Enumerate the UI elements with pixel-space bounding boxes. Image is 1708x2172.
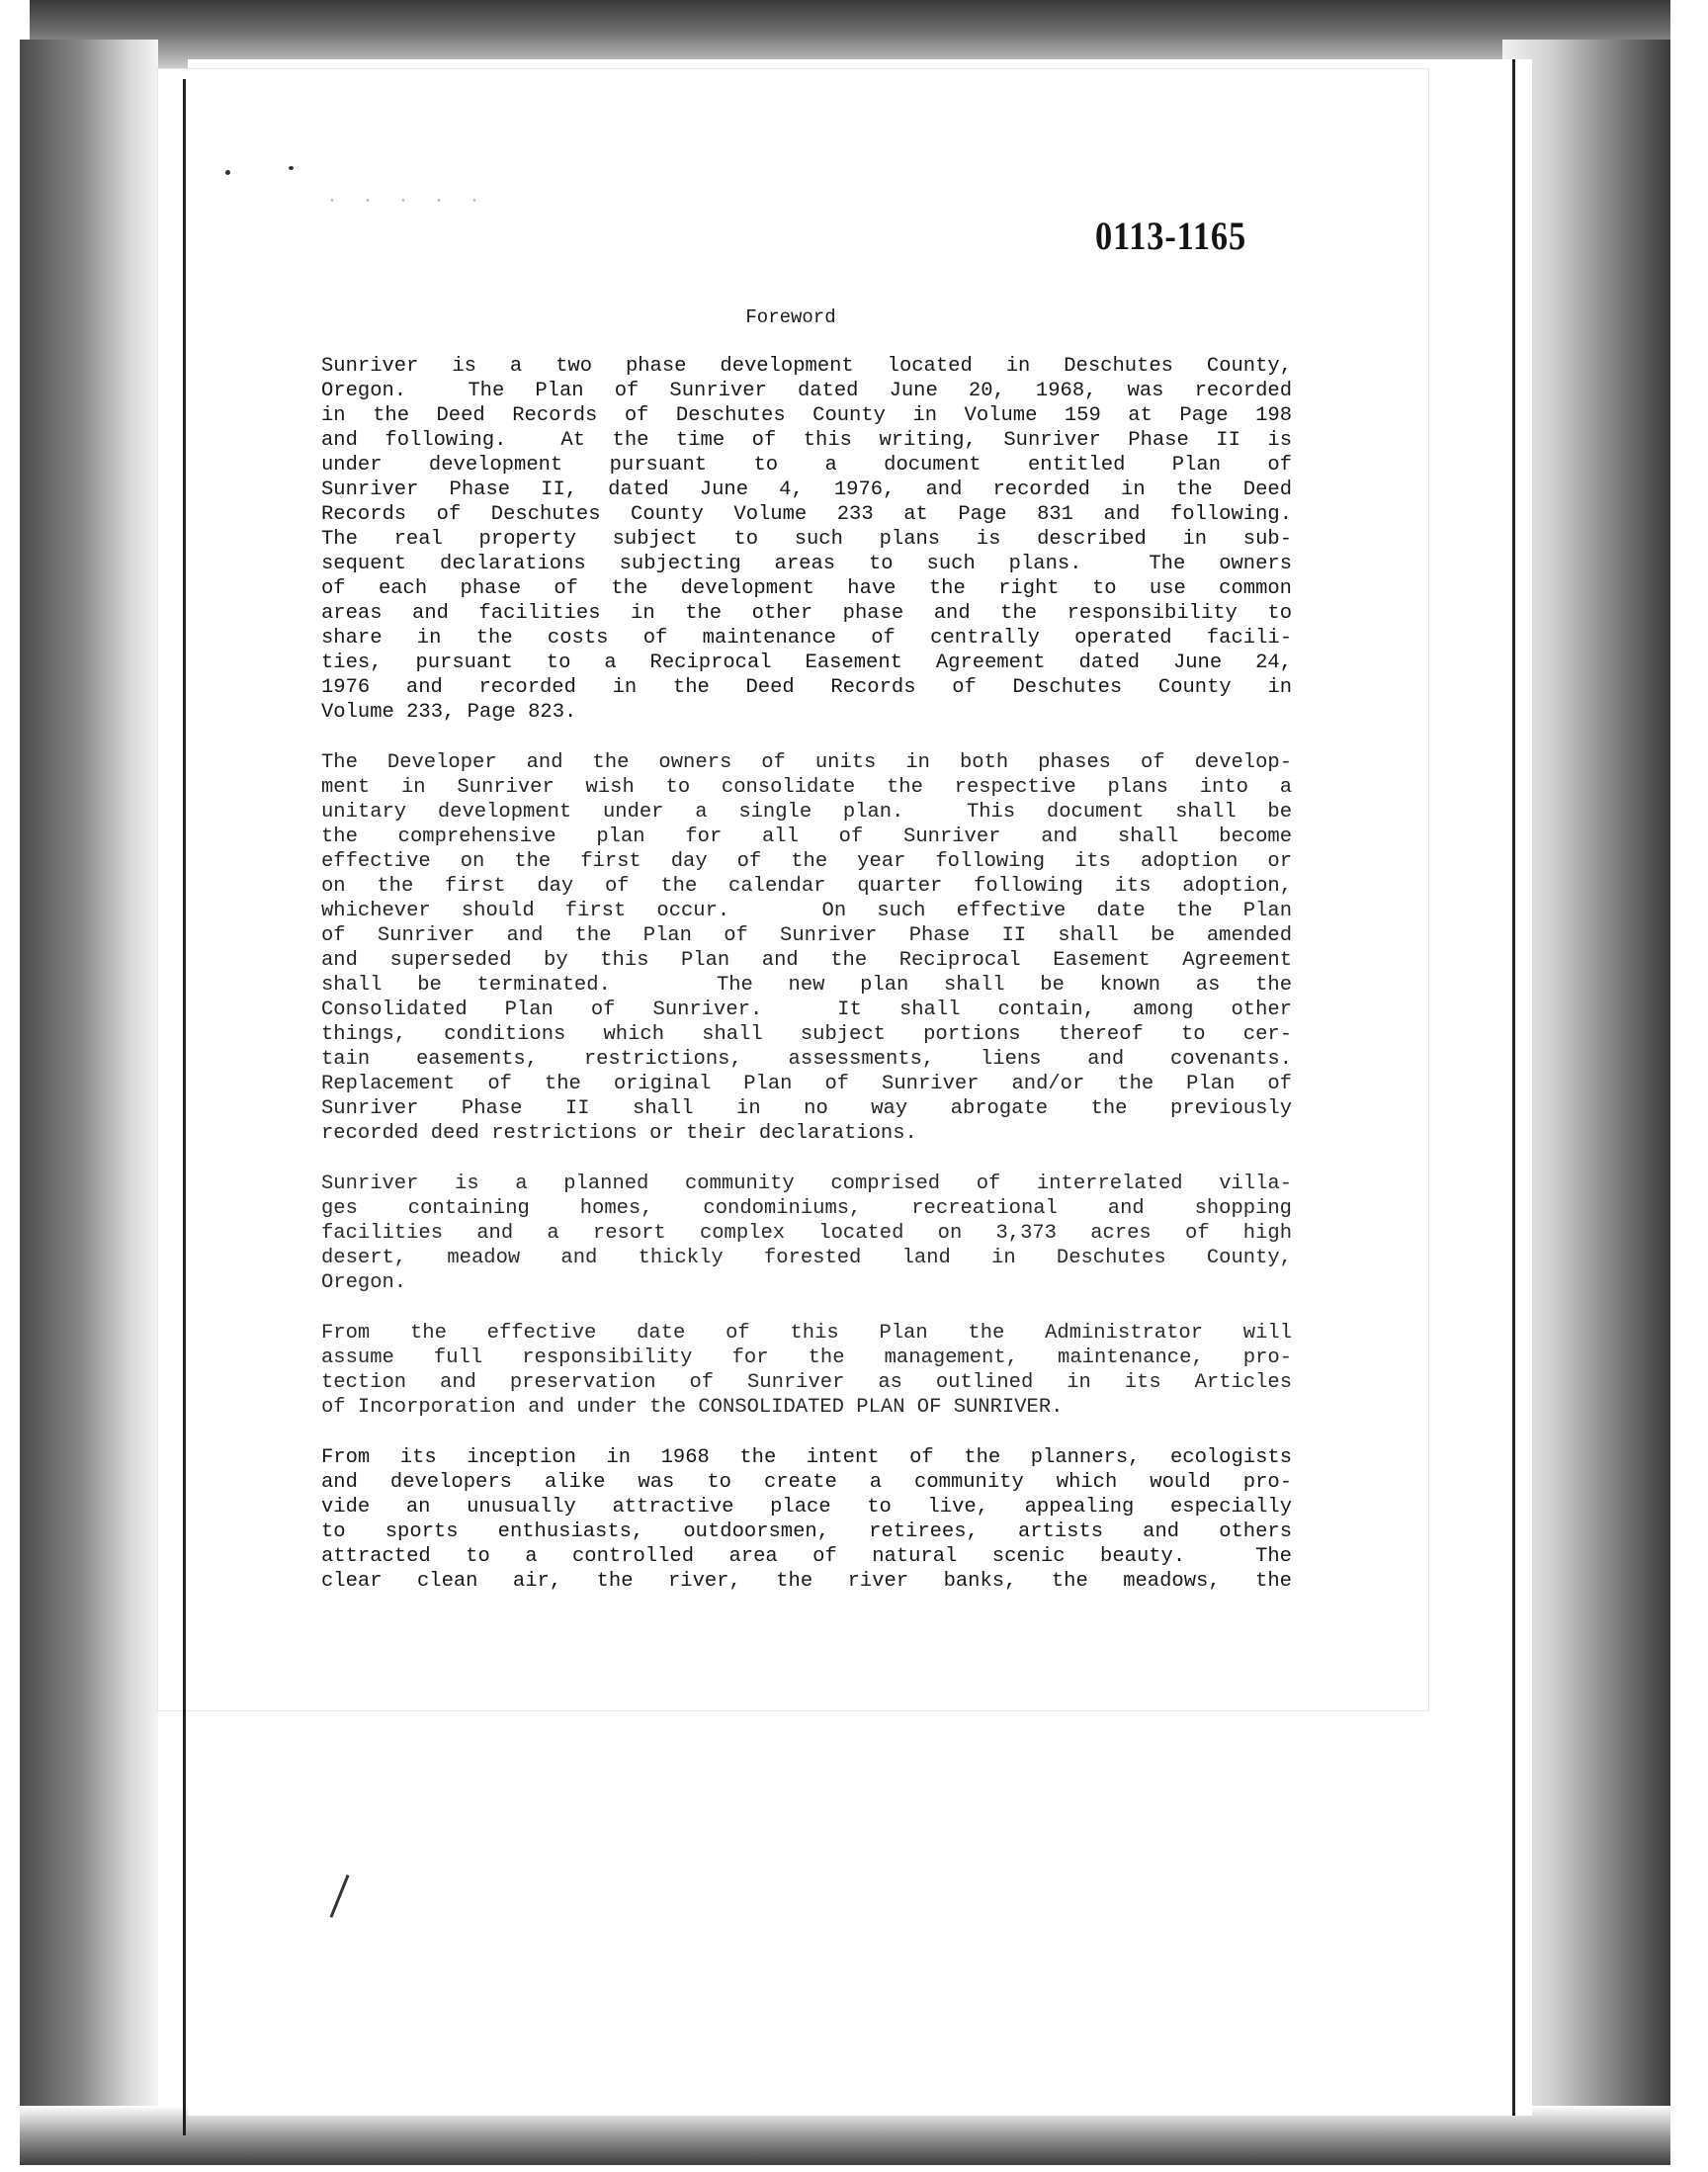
text-line: From its inception in 1968 the intent of the planners, ecologists [321,1446,1292,1469]
text-line: The Developer and the owners of units in both phases of develop- [321,751,1292,774]
document-number: 0113-1165 [1095,214,1246,258]
text-line: attracted to a controlled area of natural scenic beauty. The [321,1545,1292,1568]
text-line: of each phase of the development have the right to use common [321,577,1292,600]
text-line: assume full responsibility for the management, maintenance, pro- [321,1347,1292,1369]
text-line: Oregon. [321,1271,407,1294]
text-line: of Incorporation and under the CONSOLIDATED PLAN OF SUNRIVER. [321,1396,1064,1419]
text-line: and following. At the time of this writing, Sunriver Phase II is [321,429,1292,452]
paragraph [321,354,1292,725]
text-line: Sunriver is a planned community comprised of interrelated villa- [321,1173,1292,1195]
left-binding-line [183,79,186,2135]
text-line: whichever should first occur. On such effective date the Plan [321,900,1292,922]
text-line: Sunriver Phase II, dated June 4, 1976, and recorded in the Deed [321,478,1292,501]
text-line: of Sunriver and the Plan of Sunriver Phase II shall be amended [321,924,1292,947]
text-line: recorded deed restrictions or their declarations. [321,1122,917,1145]
text-line: vide an unusually attractive place to live, appealing especially [321,1496,1292,1519]
text-line: effective on the first day of the year following its adoption or [321,850,1292,873]
text-line: clear clean air, the river, the river banks, the meadows, the [321,1570,1292,1593]
punch-speck [225,170,230,175]
text-line: areas and facilities in the other phase and the responsibility to [321,602,1292,625]
text-line: to sports enthusiasts, outdoorsmen, retirees, artists and others [321,1520,1292,1543]
text-line: Replacement of the original Plan of Sunriver and/or the Plan of [321,1073,1292,1095]
text-line: the comprehensive plan for all of Sunriver and shall become [321,825,1292,848]
text-line: shall be terminated. The new plan shall be known as the [321,974,1292,997]
text-line: Consolidated Plan of Sunriver. It shall contain, among other [321,999,1292,1021]
body-text [321,354,1292,1619]
text-line: facilities and a resort complex located on 3,373 acres of high [321,1222,1292,1245]
text-line: and superseded by this Plan and the Reciprocal Easement Agreement [321,949,1292,972]
text-line: and developers alike was to create a community which would pro- [321,1471,1292,1494]
text-line: Volume 233, Page 823. [321,701,577,724]
text-line: ties, pursuant to a Reciprocal Easement Agreement dated June 24, [321,652,1292,674]
paragraph [321,750,1292,1146]
text-line: desert, meadow and thickly forested land in Deschutes County, [321,1247,1292,1269]
text-line: in the Deed Records of Deschutes County in Volume 159 at Page 198 [321,404,1292,427]
paragraph [321,1172,1292,1295]
text-line: Sunriver is a two phase development located in Deschutes County, [321,355,1292,378]
text-line: Records of Deschutes County Volume 233 at Page 831 and following. [321,503,1292,526]
text-line: From the effective date of this Plan the Administrator will [321,1322,1292,1345]
text-line: sequent declarations subjecting areas to such plans. The owners [321,553,1292,575]
text-line: Sunriver Phase II shall in no way abrogate the previously [321,1097,1292,1120]
text-line: under development pursuant to a document entitled Plan of [321,454,1292,477]
text-line: share in the costs of maintenance of centrally operated facili- [321,627,1292,650]
text-line: The real property subject to such plans is described in sub- [321,528,1292,551]
text-line: ment in Sunriver wish to consolidate the respective plans into a [321,776,1292,799]
paragraph [321,1321,1292,1420]
text-line: things, conditions which shall subject portions thereof to cer- [321,1023,1292,1046]
punch-speck [289,166,294,170]
text-line: tain easements, restrictions, assessments, liens and covenants. [321,1048,1292,1071]
right-binding-line [1512,59,1515,2116]
faded-stamp: · · · · · [326,190,487,213]
text-line: Oregon. The Plan of Sunriver dated June 20, 1968, was recorded [321,380,1292,402]
text-line: unitary development under a single plan. This document shall be [321,801,1292,824]
scan-edge-left [20,40,158,2155]
text-line: on the first day of the calendar quarter following its adoption, [321,875,1292,898]
page-title: Foreword [745,306,836,328]
text-line: ges containing homes, condominiums, recreational and shopping [321,1197,1292,1220]
text-line: 1976 and recorded in the Deed Records of Deschutes County in [321,676,1292,699]
text-line: tection and preservation of Sunriver as outlined in its Articles [321,1371,1292,1394]
paragraph [321,1445,1292,1594]
